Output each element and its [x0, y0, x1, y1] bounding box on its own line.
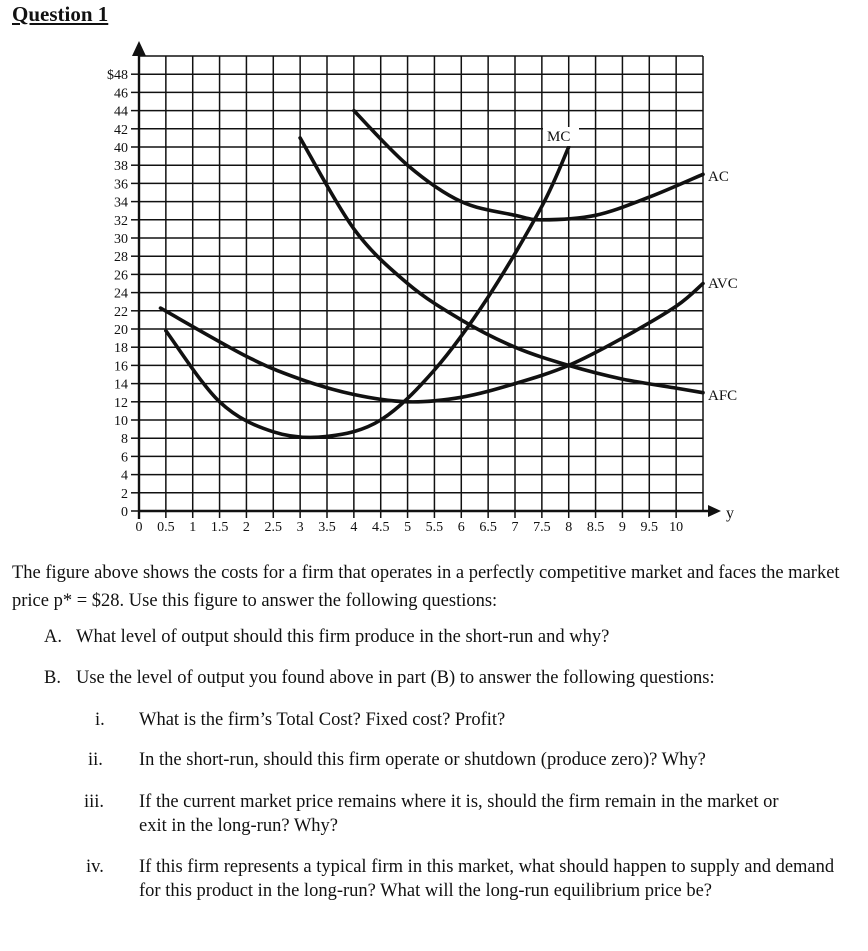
item-marker-a: A.: [44, 627, 62, 647]
sub-marker-ii: ii.: [88, 750, 103, 770]
y-tick-label: 2: [121, 486, 128, 502]
y-tick-label: 10: [114, 414, 128, 429]
x-tick-label: 1: [189, 520, 197, 535]
curve-label-ac: AC: [708, 169, 729, 185]
x-tick-label: 9: [618, 520, 626, 535]
x-axis-arrowhead: [708, 505, 721, 517]
x-tick-label: 3: [296, 520, 304, 535]
x-tick-label: 2.5: [264, 520, 283, 535]
x-tick-label: 7: [511, 520, 519, 535]
curve-label-avc: AVC: [708, 276, 738, 292]
x-tick-label: 10: [669, 520, 684, 535]
x-tick-label: 5.5: [425, 520, 444, 535]
sub-text-iv: If this firm represents a typical firm in this market, what should happen to supply and demand for this product in the long-run? What will the long-run equilibrium price be?: [139, 857, 835, 901]
item-text-a: What level of output should this firm produce in the short-run and why?: [76, 627, 610, 647]
x-tick-label: 7.5: [533, 520, 551, 535]
question-item-a: [44, 625, 844, 651]
question-title: Question 1: [12, 2, 109, 26]
y-tick-label: 40: [114, 141, 128, 156]
y-tick-label: 20: [114, 323, 128, 338]
y-tick-label: 24: [114, 286, 128, 302]
y-tick-label: 32: [114, 213, 128, 229]
x-tick-label: 0: [135, 520, 143, 535]
y-tick-label: 26: [114, 268, 128, 284]
sub-marker-i: i.: [95, 710, 105, 730]
y-tick-label: 42: [114, 122, 128, 138]
curve-label-afc: AFC: [708, 388, 738, 404]
x-tick-label: 8: [565, 520, 573, 535]
sub-marker-iv: iv.: [86, 857, 104, 877]
intro-paragraph: The figure above shows the costs for a firm that operates in a perfectly competitive market and faces the market price p* = $28. Use this figure to answer the following questions:: [12, 563, 840, 611]
x-tick-label: 4.5: [371, 520, 390, 535]
sub-question-i: [95, 708, 835, 734]
y-tick-label: 0: [121, 505, 128, 520]
x-tick-label: 5: [404, 520, 412, 535]
sub-question-ii: [88, 748, 848, 774]
x-tick-label: 6: [457, 520, 465, 535]
y-tick-label: 30: [114, 232, 128, 247]
x-tick-label: 9.5: [640, 520, 659, 535]
x-tick-label: 4: [350, 520, 358, 535]
y-tick-label: 22: [114, 304, 128, 320]
x-tick-label: 0.5: [157, 520, 175, 535]
sub-question-iv: [86, 855, 850, 933]
y-tick-label: 38: [114, 159, 128, 175]
x-tick-label: 2: [242, 520, 250, 535]
y-tick-label: 18: [114, 341, 128, 357]
sub-question-iii: [84, 790, 824, 842]
y-tick-label: 12: [114, 395, 128, 411]
sub-text-iii: If the current market price remains where it is, should the firm remain in the market or exit in the long-run? Why?: [139, 792, 779, 836]
y-tick-label: 8: [121, 432, 128, 448]
y-tick-label: 34: [114, 195, 128, 211]
sub-text-ii: In the short-run, should this firm operate or shutdown (produce zero)? Why?: [139, 750, 706, 770]
y-tick-label: 16: [114, 359, 128, 375]
x-tick-label: 6.5: [479, 520, 497, 535]
y-tick-label: 36: [114, 177, 128, 193]
sub-text-i: What is the firm’s Total Cost? Fixed cost? Profit?: [139, 710, 506, 730]
curve-afc: [300, 138, 703, 393]
y-tick-label: 44: [114, 104, 128, 120]
y-tick-label: 4: [121, 468, 128, 484]
item-marker-b: B.: [44, 668, 61, 688]
x-tick-label: 8.5: [586, 520, 605, 535]
y-tick-label: 6: [121, 450, 128, 466]
x-tick-label: 1.5: [210, 520, 229, 535]
y-tick-label: $48: [107, 68, 128, 84]
item-text-b: Use the level of output you found above in part (B) to answer the following questions:: [76, 668, 715, 688]
y-tick-label: 14: [114, 377, 128, 393]
y-axis-arrowhead: [132, 41, 146, 56]
x-tick-label: 3.5: [318, 520, 336, 535]
curve-label-mc: MC: [547, 129, 571, 145]
y-tick-label: 28: [114, 250, 128, 266]
y-tick-label: 46: [114, 86, 128, 102]
question-item-b: [44, 666, 844, 692]
sub-marker-iii: iii.: [84, 792, 105, 812]
x-axis-label: y: [726, 505, 734, 522]
